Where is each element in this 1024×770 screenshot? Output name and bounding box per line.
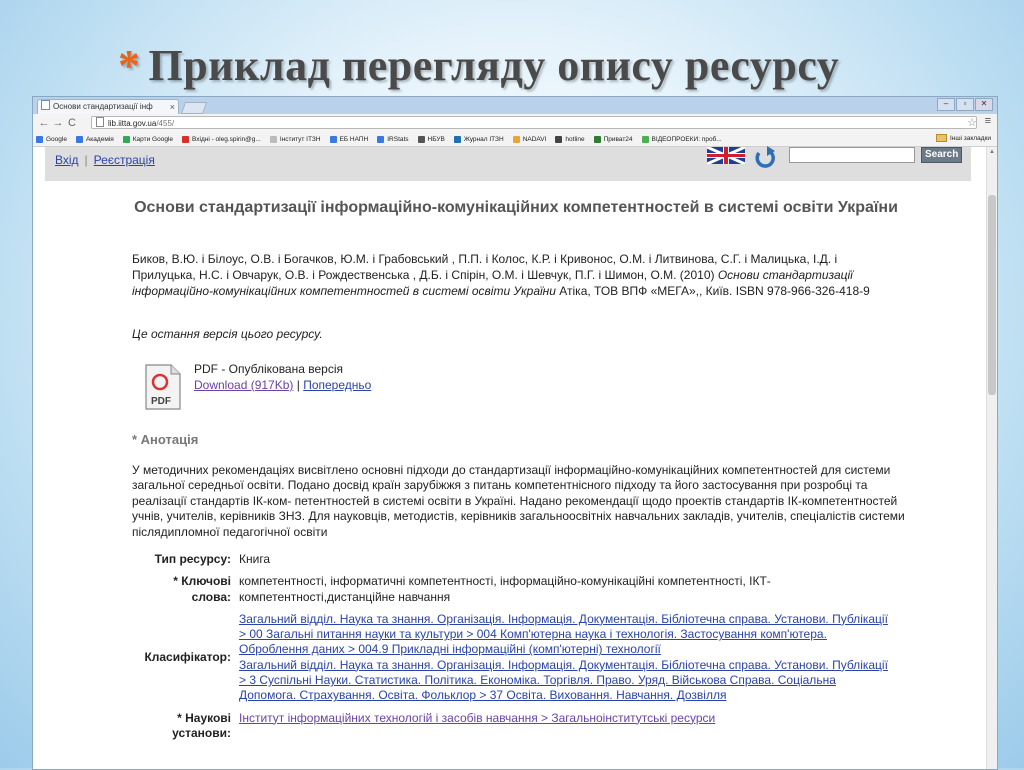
- page-favicon-icon: [41, 100, 50, 110]
- auth-links: Вхід | Реєстрація: [55, 153, 155, 167]
- bookmark-label: Приват24: [603, 135, 633, 143]
- bookmark-item[interactable]: [642, 136, 722, 143]
- other-bookmarks[interactable]: [936, 134, 991, 142]
- search-input[interactable]: [789, 147, 915, 163]
- bookmark-item[interactable]: [454, 136, 504, 143]
- resource-title: Основи стандартизації інформаційно-комунікаційних компетентностей в системі освіти України: [134, 199, 898, 216]
- scroll-up-icon[interactable]: ▲: [989, 149, 995, 155]
- meta-row-keywords: [131, 574, 891, 605]
- bookmark-item[interactable]: [555, 136, 584, 143]
- bookmark-favicon-icon: [377, 136, 384, 143]
- bookmark-favicon-icon: [36, 136, 43, 143]
- bookmark-favicon-icon: [123, 136, 130, 143]
- scrollbar-thumb[interactable]: [988, 195, 996, 395]
- back-arrow-icon[interactable]: ←: [38, 117, 50, 129]
- bookmark-favicon-icon: [182, 136, 189, 143]
- bookmark-item[interactable]: [377, 136, 408, 143]
- citation-publisher: Атіка, ТОВ ВПФ «МЕГА»,, Київ. ISBN 978-966-326-418-9: [555, 284, 870, 298]
- tab-close-icon[interactable]: ×: [169, 102, 175, 112]
- bookmark-favicon-icon: [594, 136, 601, 143]
- address-bar[interactable]: [91, 116, 977, 129]
- pdf-icon-label: PDF: [151, 396, 171, 407]
- bookmark-label: Інститут ІТЗН: [279, 135, 321, 143]
- slide-title: [118, 40, 839, 100]
- annotation-text: У методичних рекомендаціях висвітлено основні підходи до стандартизації інформаційно-комунікаційних компетентностей для системи загальної середньої освіти. Подано досвід країн зарубіжжя з питань компетентнісного підходу та його застосування при розробці та реалізації стандартів ІК-ком- петентностей в системі освіти в Україні. Надано рекомендації щодо проектів стандартів ІК-компетентностей учнів, учителів, керівників ЗНЗ. Для науковців, методистів, керівників загальноосвітніх навчальних закладів, учителів, спеціалістів системи післядипломної педагогічної освіти: [132, 463, 905, 539]
- browser-toolbar: [33, 114, 997, 132]
- bookmark-favicon-icon: [555, 136, 562, 143]
- close-window-button[interactable]: ✕: [975, 98, 993, 111]
- latest-version-note: Це остання версія цього ресурсу.: [132, 327, 323, 341]
- reload-icon[interactable]: C: [68, 117, 76, 129]
- institution-link[interactable]: Інститут інформаційних технологій і засобів навчання > Загальноінститутські ресурси: [239, 710, 716, 725]
- meta-row-classifier: [131, 612, 891, 704]
- bookmark-star-icon[interactable]: ☆: [967, 117, 977, 129]
- bookmark-favicon-icon: [454, 136, 461, 143]
- slide-bullet: *: [118, 41, 141, 90]
- bookmark-item[interactable]: [36, 136, 67, 143]
- bookmark-label: НБУВ: [427, 135, 445, 143]
- english-flag-icon[interactable]: [707, 147, 745, 164]
- bookmark-label: ВІДЕОПРОЕКИ: проб...: [651, 135, 722, 143]
- meta-keywords-label: * Ключові слова:: [173, 574, 231, 604]
- bookmark-favicon-icon: [330, 136, 337, 143]
- meta-type-label: Тип ресурсу:: [154, 552, 231, 566]
- bookmark-favicon-icon: [418, 136, 425, 143]
- bookmark-item[interactable]: [513, 136, 547, 143]
- tab-title: Основи стандартизації інф: [53, 102, 153, 111]
- page-icon: [96, 117, 104, 127]
- new-tab-button[interactable]: [181, 102, 207, 114]
- url-path: /455/: [156, 119, 175, 128]
- meta-type-value: Книга: [239, 552, 271, 566]
- site-header: [45, 147, 971, 181]
- bookmark-label: IRStats: [387, 135, 409, 143]
- bookmark-item[interactable]: [270, 136, 321, 143]
- pdf-info: [194, 361, 371, 393]
- meta-keywords-value: компетентності, інформатичні компетентності, інформаційно-комунікаційні компетентності, ІКТ-компетентності,дистанційне навчання: [239, 574, 771, 604]
- meta-classifier-value: [239, 612, 891, 704]
- bookmark-item[interactable]: [182, 136, 261, 143]
- slide-title-text: Приклад перегляду опису ресурсу: [148, 41, 840, 90]
- preview-link[interactable]: Попередньо: [303, 378, 372, 392]
- browser-tab[interactable]: [37, 99, 179, 114]
- bookmark-favicon-icon: [76, 136, 83, 143]
- refresh-icon[interactable]: [753, 145, 777, 171]
- pdf-status: PDF - Опублікована версія: [194, 362, 343, 376]
- bookmark-item[interactable]: [76, 136, 114, 143]
- pdf-icon[interactable]: [143, 363, 183, 411]
- bookmark-item[interactable]: [123, 136, 173, 143]
- bookmarks-bar: [33, 132, 997, 147]
- metadata-table: [131, 552, 891, 748]
- login-link[interactable]: Вхід: [55, 153, 79, 167]
- vertical-scrollbar[interactable]: [986, 147, 997, 769]
- folder-icon: [936, 134, 947, 142]
- bookmark-label: ЕБ НАПН: [339, 135, 369, 143]
- browser-screenshot: [32, 96, 998, 770]
- citation-work-title: Основи стандартизації інформаційно-комунікаційних компетентностей в системі освіти України: [132, 268, 853, 298]
- citation-authors: Биков, В.Ю. і Білоус, О.В. і Богачков, Ю.М. і Грабовський , П.П. і Колос, К.Р. і Кривонос, О.М. і Литвинова, С.Г. і Малицька, І.Д. і Прилуцька, Н.С. і Овчарук, О.В. і Рождественська , Д.Б. і Спірін, О.М. і Шевчук, П.Г. і Шимон, О.М. (2010): [132, 252, 838, 282]
- bookmark-label: Google: [46, 135, 67, 143]
- bookmark-label: NADAVI: [522, 135, 547, 143]
- register-link[interactable]: Реєстрація: [93, 153, 155, 167]
- window-controls: [937, 98, 993, 111]
- minimize-button[interactable]: –: [937, 98, 955, 111]
- bookmark-label: hotline: [565, 135, 585, 143]
- menu-icon[interactable]: ≡: [984, 115, 991, 127]
- bookmark-item[interactable]: [330, 136, 369, 143]
- download-separator: |: [293, 378, 304, 392]
- maximize-button[interactable]: ▫: [956, 98, 974, 111]
- citation: [132, 251, 902, 299]
- page-content: [33, 147, 987, 769]
- tab-strip: [33, 97, 997, 114]
- bookmark-label: Журнал ІТЗН: [463, 135, 504, 143]
- bookmark-favicon-icon: [270, 136, 277, 143]
- bookmark-label: Вхідні - oleg.spirin@g...: [192, 135, 261, 143]
- search-button[interactable]: Search: [921, 147, 962, 163]
- download-link[interactable]: Download (917Kb): [194, 378, 294, 392]
- meta-row-type: [131, 552, 891, 567]
- bookmark-favicon-icon: [642, 136, 649, 143]
- classifier-link[interactable]: Загальний відділ. Наука та знання. Організація. Інформація. Документація. Бібліотечна справа. Установи. Публікації > 3 Суспільні Науки. Статистика. Політика. Економіка. Торгівля. Право. Уряд. Військова Справа. Соціальна Допомога. Страхування. Освіта. Фольклор > 37 Освіта. Виховання. Навчання. Дозвілля: [239, 657, 888, 703]
- bookmark-label: Академія: [85, 135, 114, 143]
- meta-row-institutions: [131, 711, 891, 742]
- classifier-link[interactable]: Загальний відділ. Наука та знання. Організація. Інформація. Документація. Бібліотечна справа. Установи. Публікації > 00 Загальні питання науки та культури > 004 Комп'ютерна наука і технологія. Застосування комп'ютера. Оброблення даних > 004.9 Прикладні інформаційні (комп'ютерні) технології: [239, 611, 888, 657]
- bookmark-item[interactable]: [418, 136, 445, 143]
- forward-arrow-icon[interactable]: →: [52, 117, 64, 129]
- bookmark-favicon-icon: [513, 136, 520, 143]
- bookmark-item[interactable]: [594, 136, 633, 143]
- other-bookmarks-label: Інші закладки: [949, 134, 991, 142]
- meta-classifier-label: Класифікатор:: [144, 650, 231, 665]
- meta-institutions-label: * Наукові установи:: [172, 710, 231, 740]
- url-host: lib.iitta.gov.ua: [108, 119, 157, 128]
- bookmark-label: Карти Google: [132, 135, 173, 143]
- annotation-heading: * Анотація: [132, 432, 199, 447]
